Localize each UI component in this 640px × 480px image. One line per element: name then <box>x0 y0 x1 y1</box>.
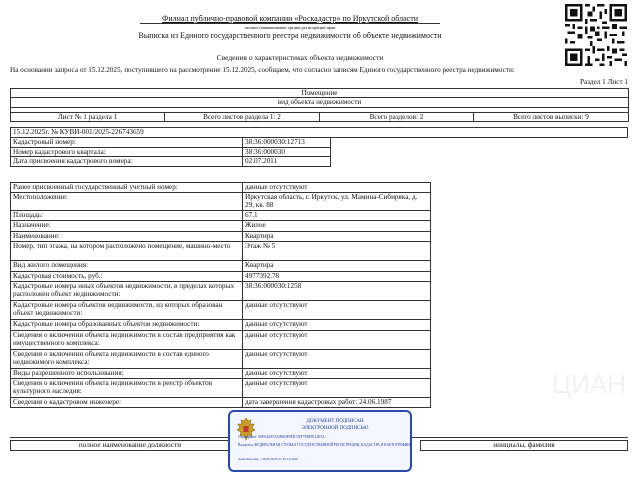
field-label: Дата присвоения кадастрового номера: <box>11 157 243 167</box>
document-title: Выписка из Единого государственного реестра недвижимости об объекте недвижимости <box>138 31 442 40</box>
agency-name: Филиал публично-правовой компании «Роскадастр» по Иркутской области <box>162 14 418 23</box>
field-label: Сведения о включении объекта недвижимости в состав единого недвижимого комплекса: <box>11 349 243 368</box>
field-value: Этаж № 5 <box>243 241 431 260</box>
field-value: 38:36:000030 <box>243 147 331 157</box>
stamp-subtitle: ЭЛЕКТРОННОЙ ПОДПИСЬЮ <box>301 426 369 431</box>
field-value: данные отсутствуют <box>243 349 431 368</box>
field-value: 02.07.2011 <box>243 157 331 167</box>
sheets-in-section: Всего листов раздела 1: 2 <box>165 112 320 121</box>
field-label: Кадастровый номер: <box>11 138 243 148</box>
field-value: 38:36:000030:12713 <box>243 138 331 148</box>
table-row <box>11 220 431 231</box>
table-row <box>11 157 331 167</box>
table-row <box>11 231 431 241</box>
field-value: данные отсутствуют <box>243 368 431 378</box>
object-type-caption: вид объекта недвижимости <box>11 98 629 107</box>
object-header-table <box>10 88 629 122</box>
signature-name-caption: инициалы, фамилия <box>420 440 628 451</box>
field-value: данные отсутствуют <box>243 378 431 397</box>
table-row <box>11 397 431 407</box>
details-table <box>10 182 431 408</box>
table-row <box>11 330 431 349</box>
basic-info-table <box>10 137 331 167</box>
table-row <box>11 319 431 330</box>
signature-position-caption: полное наименование должности <box>10 440 250 451</box>
object-type: Помещение <box>11 89 629 98</box>
stamp-title: ДОКУМЕНТ ПОДПИСАН <box>306 419 364 424</box>
field-value: Квартира <box>243 231 431 241</box>
intro-text: На основании запроса от 15.12.2025, поступившего на рассмотрение 15.12.2025, сообщаем, что согласно записям Единого государственного реестра недвижимости: <box>10 66 515 74</box>
field-label: Кадастровые номера иных объектов недвижимости, в пределах которых расположен объект недвижимости: <box>11 281 243 300</box>
table-row <box>11 241 431 260</box>
stamp-certificate: Сертификат: 00FA4AF5A5090DF9ED72FF79BF8512E5A <box>238 435 325 439</box>
table-row <box>11 378 431 397</box>
table-row <box>11 147 331 157</box>
field-value: данные отсутствуют <box>243 330 431 349</box>
agency-caption: полное наименование органа регистрации прав <box>140 23 440 30</box>
table-row <box>11 300 431 319</box>
field-value: 67.1 <box>243 210 431 220</box>
table-row <box>11 349 431 368</box>
table-row <box>11 260 431 271</box>
field-label: Кадастровые номера образованных объектов недвижимости: <box>11 319 243 330</box>
sections-total: Всего разделов: 2 <box>320 112 474 121</box>
field-label: Сведения о включении объекта недвижимости в состав предприятия как имущественного комплекса: <box>11 330 243 349</box>
section-title: Сведения о характеристиках объекта недвижимости <box>216 53 384 62</box>
field-label: Номер, тип этажа, на котором расположено помещение, машино-место <box>11 241 243 260</box>
field-value: Иркутская область, г. Иркутск, ул. Мамина-Сибиряка, д. 29, кв. 88 <box>243 193 431 211</box>
field-value: данные отсутствуют <box>243 183 431 193</box>
electronic-signature-stamp <box>228 410 412 472</box>
stamp-owner: Владелец: ФЕДЕРАЛЬНАЯ СЛУЖБА ГОСУДАРСТВЕННОЙ РЕГИСТРАЦИИ, КАДАСТРА И КАРТОГРАФИИ <box>238 443 410 447</box>
table-row <box>11 281 431 300</box>
field-label: Кадастровые номера объектов недвижимости, из которых образован объект недвижимости: <box>11 300 243 319</box>
field-label: Назначение: <box>11 220 243 231</box>
table-row <box>11 210 431 220</box>
field-label: Сведения о кадастровом инженере: <box>11 397 243 407</box>
table-row <box>11 193 431 211</box>
field-value: Квартира <box>243 260 431 271</box>
section-page-indicator: Раздел 1 Лист 1 <box>580 78 628 86</box>
field-label: Наименование: <box>11 231 243 241</box>
field-label: Кадастровая стоимость, руб.: <box>11 271 243 281</box>
field-label: Сведения о включении объекта недвижимости в реестр объектов культурного наследия: <box>11 378 243 397</box>
field-label: Вид жилого помещения: <box>11 260 243 271</box>
table-row <box>11 183 431 193</box>
sheet-number: Лист № 1 раздела 1 <box>11 112 165 121</box>
stamp-validity: Действителен: с 26.09.2025 по 20.12.2026 <box>238 458 298 461</box>
table-row <box>11 138 331 148</box>
field-label: Виды разрешенного использования: <box>11 368 243 378</box>
field-value: Жилое <box>243 220 431 231</box>
field-value: данные отсутствуют <box>243 300 431 319</box>
field-value: дата завершения кадастровых работ: 24.06.1987 <box>243 397 431 407</box>
table-row <box>11 368 431 378</box>
qr-code-icon <box>565 4 627 66</box>
field-value: 4977392.78 <box>243 271 431 281</box>
table-row <box>11 271 431 281</box>
field-value: данные отсутствуют <box>243 319 431 330</box>
field-value: 38:36:000030:1258 <box>243 281 431 300</box>
watermark: ЦИАН <box>551 369 626 399</box>
field-label: Площадь: <box>11 210 243 220</box>
field-label: Номер кадастрового квартала: <box>11 147 243 157</box>
record-id: 15.12.2025г. № КУВИ-001/2025-226743659 <box>11 128 628 138</box>
field-label: Местоположение: <box>11 193 243 211</box>
sheets-total: Всего листов выписки: 9 <box>474 112 629 121</box>
field-label: Ранее присвоенный государственный учетный номер: <box>11 183 243 193</box>
